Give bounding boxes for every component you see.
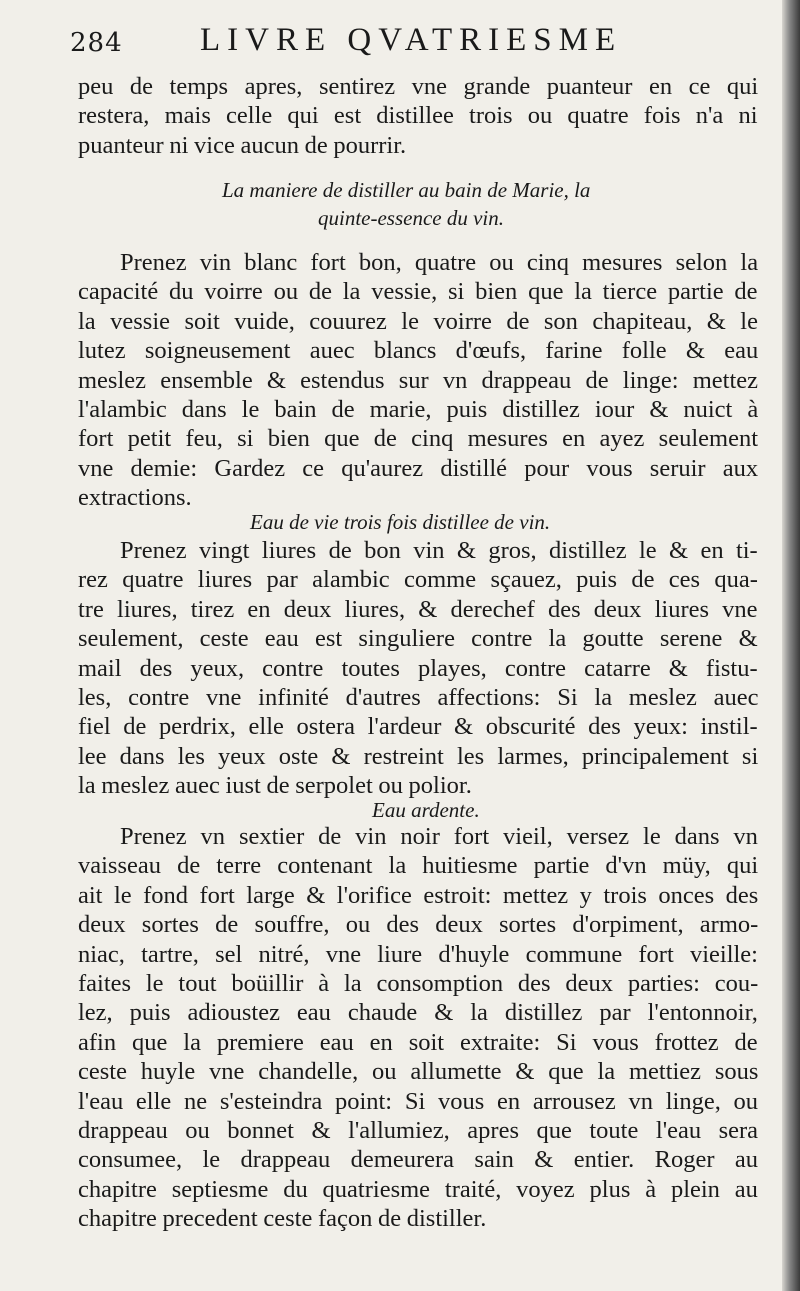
text-line: mail des yeux, contre toutes playes, contre catarre & fistu- [78,654,758,682]
section-heading-bain-marie: La maniere de distiller au bain de Marie, la [222,178,591,202]
text-line: seulement, ceste eau est singuliere contre la goutte serene & [78,625,758,653]
text-line: les, contre vne infinité d'autres affections: Si la meslez auec [78,684,758,712]
running-title: LIVRE QVATRIESME [200,22,623,58]
paragraph-eau-de-vie [78,536,758,801]
section-heading-eau-ardente: Eau ardente. [372,798,480,822]
text-line: puanteur ni vice aucun de pourrir. [78,131,407,159]
section-heading-bain-marie-cont: quinte-essence du vin. [318,206,505,230]
text-line: Prenez vn sextier de vin noir fort vieil, versez le dans vn [120,823,758,850]
text-line: faites le tout boüillir à la consomption des deux parties: cou- [78,970,758,998]
paragraph-eau-ardente [78,822,758,1234]
text-line: drappeau ou bonnet & l'allumiez, apres que toute l'eau sera [78,1117,758,1145]
text-line: rez quatre liures par alambic comme sçauez, puis de ces qua- [78,566,758,594]
text-line: lutez soigneusement auec blancs d'œufs, farine folle & eau [78,337,758,365]
text-line: restera, mais celle qui est distillee trois ou quatre fois n'a ni [78,102,758,130]
text-line: lez, puis adioustez eau chaude & la distillez par l'entonnoir, [78,999,758,1027]
text-line: vne demie: Gardez ce qu'aurez distillé pour vous seruir aux [78,454,758,482]
text-line: fiel de perdrix, elle ostera l'ardeur & obscurité des yeux: instil- [78,713,758,741]
text-line: afin que la premiere eau en soit extraite: Si vous frottez de [78,1028,758,1056]
text-line: vaisseau de terre contenant la huitiesme partie d'vn müy, qui [78,852,758,880]
section-heading-eau-de-vie: Eau de vie trois fois distillee de vin. [250,510,551,534]
page-number: 284 [70,28,123,58]
text-line: Prenez vin blanc fort bon, quatre ou cinq mesures selon la [120,249,758,276]
text-line: tre liures, tirez en deux liures, & derechef des deux liures vne [78,595,758,623]
text-line: chapitre septiesme du quatriesme traité, voyez plus à plein au [78,1175,758,1203]
text-line: la meslez auec iust de serpolet ou polior. [78,772,472,800]
text-line: chapitre precedent ceste façon de distiller. [78,1205,487,1233]
text-line: niac, tartre, sel nitré, vne liure d'huyle commune fort vieille: [78,940,758,968]
text-line: la vessie soit vuide, couurez le voirre de son chapiteau, & le [78,307,758,335]
paragraph-bain-marie [78,248,758,513]
text-line: extractions. [78,484,192,512]
text-line: capacité du voirre ou de la vessie, si bien que la tierce partie de [78,278,758,306]
page-edge-shadow [782,0,800,1291]
text-line: lee dans les yeux oste & restreint les larmes, principalement si [78,742,758,770]
text-line: ait le fond fort large & l'orifice estroit: mettez y trois onces des [78,881,758,909]
text-line: fort petit feu, si bien que de cinq mesures en ayez seulement [78,425,758,453]
text-line: ceste huyle vne chandelle, ou allumette & que la mettiez sous [78,1058,758,1086]
text-line: meslez ensemble & estendus sur vn drappeau de linge: mettez [78,366,758,394]
text-line: Prenez vingt liures de bon vin & gros, distillez le & en ti- [120,537,758,564]
page-header [70,22,730,66]
text-line: peu de temps apres, sentirez vne grande puanteur en ce qui [78,73,758,100]
text-line: l'alambic dans le bain de marie, puis distillez iour & nuict à [78,396,758,424]
text-line: consumee, le drappeau demeurera sain & entier. Roger au [78,1146,758,1174]
intro-paragraph [78,72,758,160]
text-line: l'eau elle ne s'esteindra point: Si vous en arrousez vn linge, ou [78,1087,758,1115]
text-line: deux sortes de souffre, ou des deux sortes d'orpiment, armo- [78,911,758,939]
